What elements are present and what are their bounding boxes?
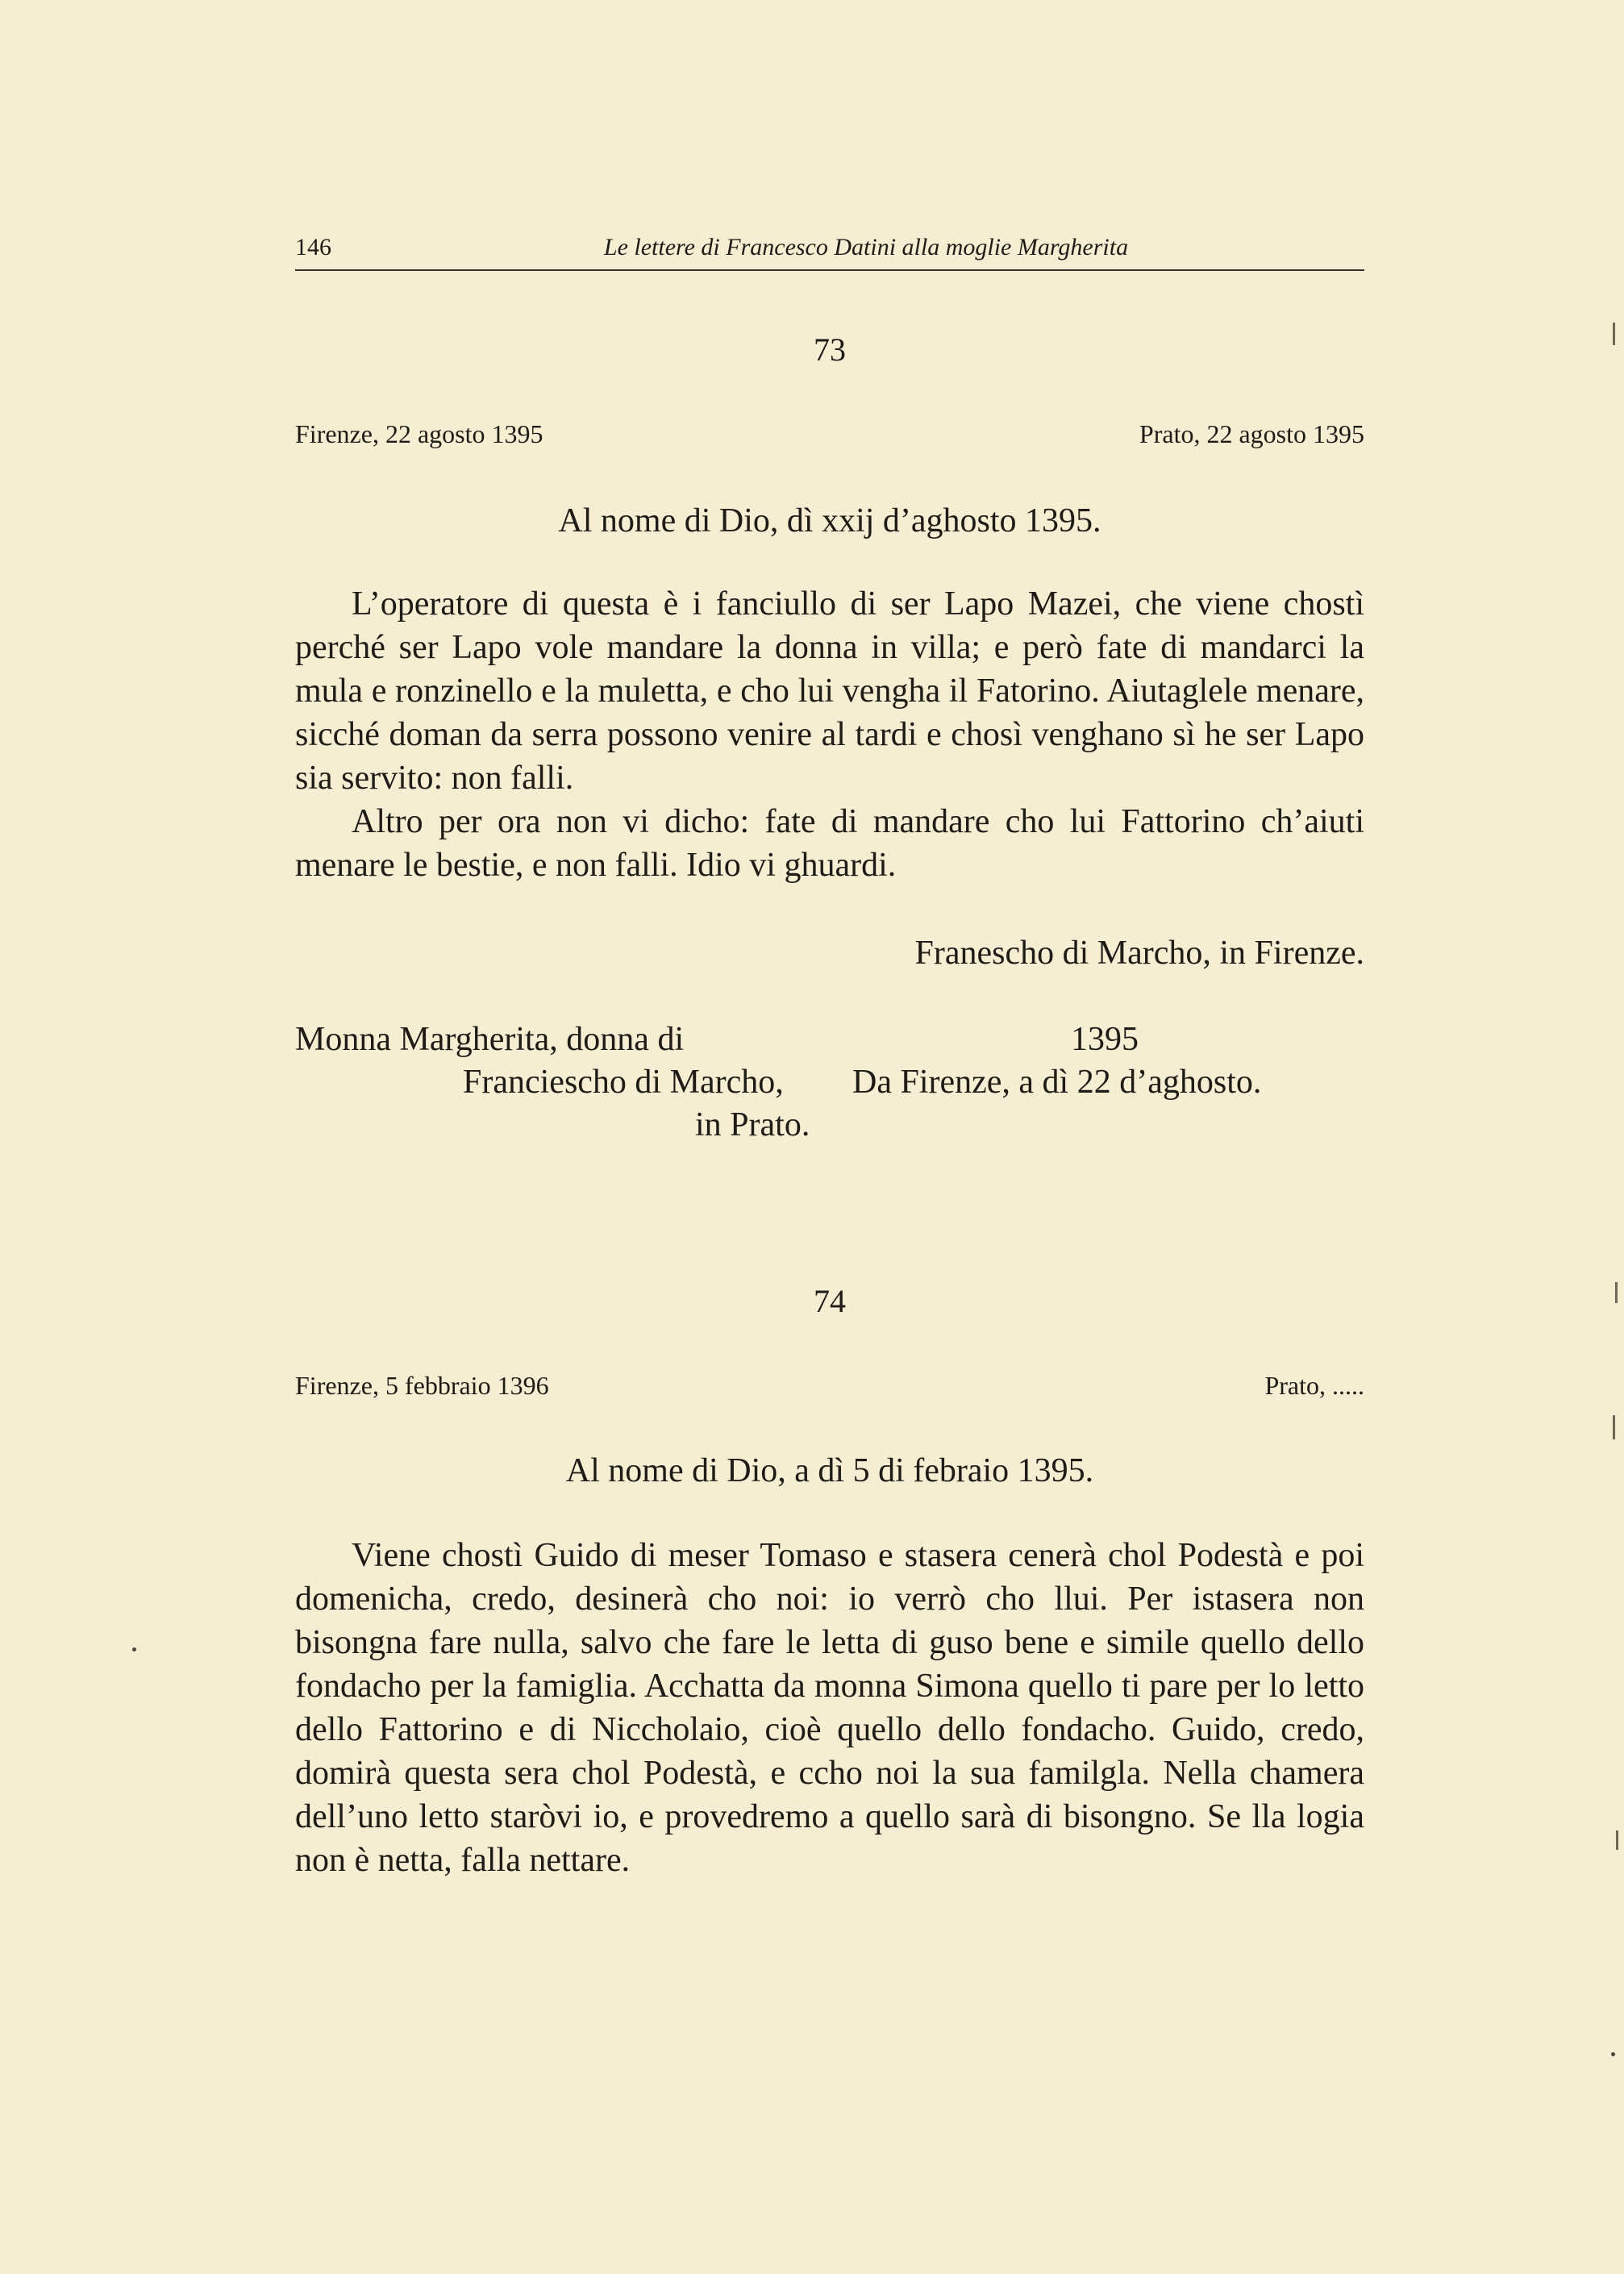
letter-73-paragraph-2: Altro per ora non vi dicho: fate di mandare cho lui Fattorino ch’aiuti menare le bestie, e non falli. Idio vi ghuardi. <box>295 803 1364 884</box>
letter-73-number: 73 <box>814 331 846 368</box>
letter-74-to-date: Prato, ..... <box>1264 1371 1364 1400</box>
letter-74-number: 74 <box>814 1283 846 1319</box>
letter-73-from-date: Firenze, 22 agosto 1395 <box>295 419 543 448</box>
running-title: Le lettere di Francesco Datini alla moglie Margherita <box>603 234 1129 260</box>
letter-73-address-line-2: Franciescho di Marcho, <box>463 1064 784 1101</box>
page-number: 146 <box>295 234 331 260</box>
letter-73-signature: Franescho di Marcho, in Firenze. <box>914 935 1364 972</box>
letter-73-address-year: 1395 <box>1071 1021 1139 1058</box>
page-header <box>295 234 1364 271</box>
letter-73-address-line-3: in Prato. <box>695 1106 810 1143</box>
stray-dot <box>132 1647 136 1651</box>
stray-dot <box>1611 2052 1615 2056</box>
letter-74-paragraph-1: Viene chostì Guido di meser Tomaso e stasera cenerà chol Podestà e poi domenicha, credo, desinerà cho noi: io verrò cho llui. Per istasera non bisongna fare nulla, salvo che fare le letta di guso bene e simile quello dello fondacho per la famiglia. Acchatta da monna Simona quello ti pare per lo letto dello Fattorino e di Niccholaio, cioè quello dello fondacho. Guido, credo, domirà questa sera chol Podestà, e ccho noi la sua familgla. Nella chamera dell’uno letto staròvi io, e provedremo a quello sarà di bisongno. Se lla logia non è netta, falla nettare. <box>295 1537 1364 1879</box>
edge-mark <box>1613 1415 1615 1439</box>
letter-73-address-line-1: Monna Margherita, donna di <box>295 1021 685 1058</box>
letter-73-address-note: Da Firenze, a dì 22 d’aghosto. <box>852 1064 1262 1101</box>
letter-73-to-date: Prato, 22 agosto 1395 <box>1139 419 1364 448</box>
letter-73-opening: Al nome di Dio, dì xxij d’aghosto 1395. <box>558 502 1101 539</box>
edge-mark <box>1616 1830 1618 1850</box>
letter-74-opening: Al nome di Dio, a dì 5 di febraio 1395. <box>565 1452 1094 1489</box>
edge-mark <box>1613 323 1615 345</box>
letter-73-paragraph-1: L’operatore di questa è i fanciullo di ser Lapo Mazei, che viene chostì perché ser Lapo vole mandare la donna in villa; e però fate di mandarci la mula e ronzinello e la muletta, e cho lui vengha il Fatorino. Aiutaglele menare, sicché doman da serra possono venire al tardi e chosì venghano sì he ser Lapo sia servito: non falli. <box>295 585 1364 797</box>
edge-mark <box>1615 1282 1618 1303</box>
letter-74-from-date: Firenze, 5 febbraio 1396 <box>295 1371 549 1400</box>
